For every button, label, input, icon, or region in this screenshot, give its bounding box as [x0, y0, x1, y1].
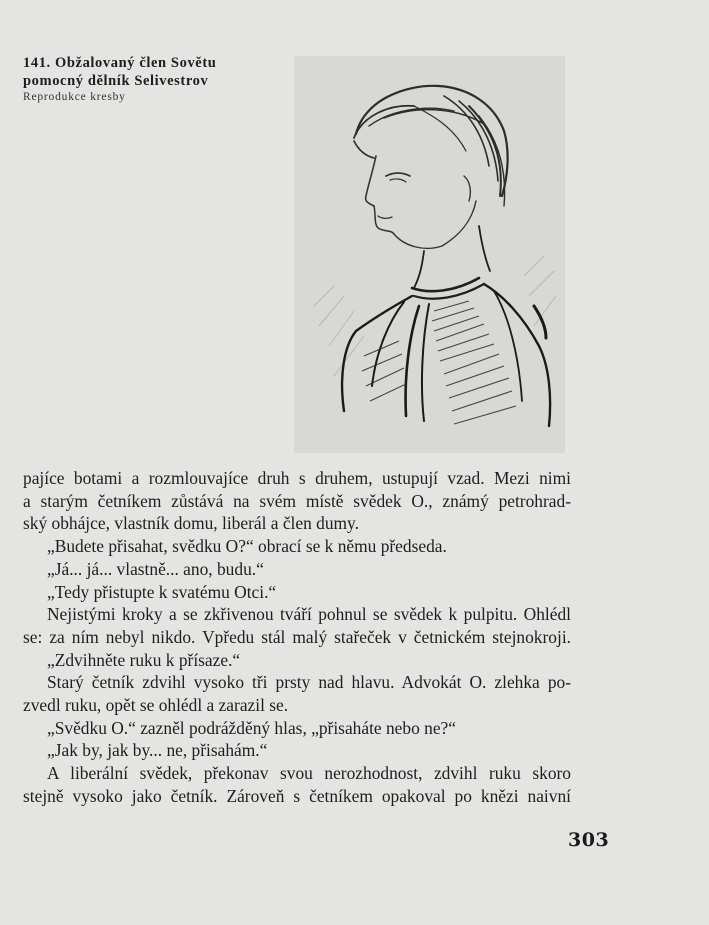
caption-note: Reprodukce kresby [23, 91, 126, 103]
text-line: zvedl ruku, opět se ohlédl a zarazil se. [23, 695, 289, 716]
text-line: „Zdvihněte ruku k přísaze.“ [47, 649, 241, 670]
text-line: stejně vysoko jako četník. Zároveň s četníkem opakoval po knězi naivní [23, 785, 571, 806]
text-line: Starý četník zdvihl vysoko tři prsty nad hlavu. Advokát O. zlehka po- [47, 672, 571, 693]
text-line: „Já... já... vlastně... ano, budu.“ [47, 558, 264, 579]
text-line: Nejistými kroky a se zkřivenou tváří pohnul se svědek k pulpitu. Ohlédl [47, 604, 571, 625]
text-line: se: za ním nebyl nikdo. Vpředu stál malý stařeček v četnickém stejnokroji. [23, 626, 571, 647]
caption-subtitle: pomocný dělník Selivestrov [23, 73, 209, 89]
text-line: A liberální svědek, překonav svou nerozhodnost, zdvihl ruku skoro [47, 763, 571, 784]
pencil-portrait-drawing-icon [294, 56, 565, 453]
text-line: ský obhájce, vlastník domu, liberál a člen dumy. [23, 513, 359, 534]
text-line: pajíce botami a rozmlouvajíce druh s druhem, ustupují vzad. Mezi nimi [23, 468, 571, 488]
figure-caption [23, 54, 263, 104]
page-number: 303 [568, 829, 610, 851]
text-line: a starým četníkem zůstává na svém místě svědek O., známý petrohrad- [23, 490, 571, 511]
text-line: „Svědku O.“ zazněl podrážděný hlas, „přisaháte nebo ne?“ [47, 717, 456, 738]
portrait-illustration [294, 56, 565, 453]
text-line: „Budete přisahat, svědku O?“ obrací se k němu předseda. [47, 536, 447, 557]
text-line: „Tedy přistupte k svatému Otci.“ [47, 581, 277, 602]
text-line: „Jak by, jak by... ne, přisahám.“ [47, 740, 268, 761]
caption-title: 141. Obžalovaný člen Sovětu [23, 55, 217, 71]
body-text [23, 467, 571, 808]
